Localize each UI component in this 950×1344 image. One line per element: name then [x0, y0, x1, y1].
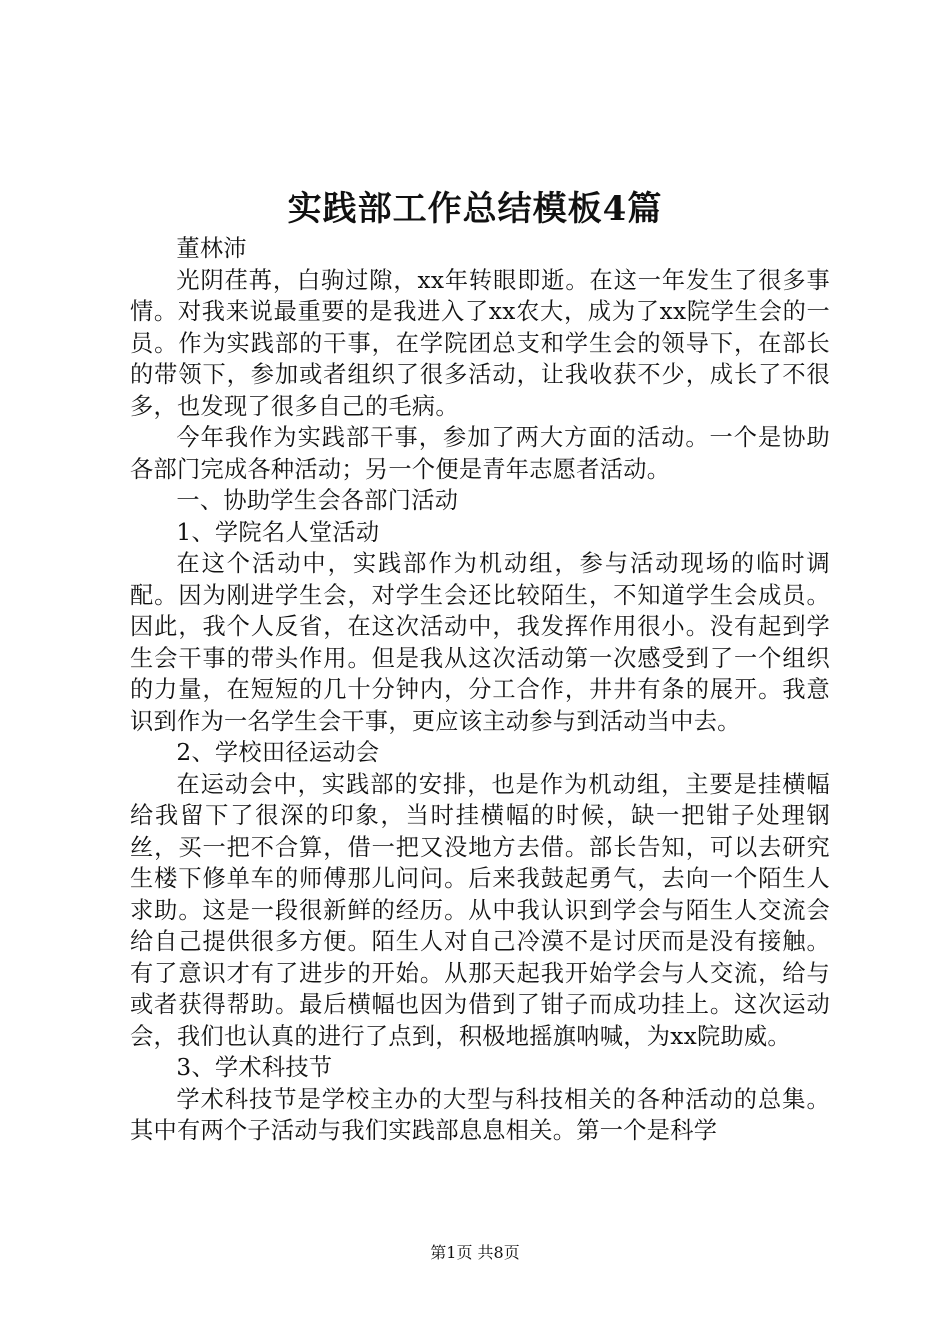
- body-paragraph: 学术科技节是学校主办的大型与科技相关的各种活动的总集。其中有两个子活动与我们实践部息息相关。第一个是科学: [130, 1085, 830, 1144]
- body-paragraph: 光阴荏苒，白驹过隙，xx年转眼即逝。在这一年发生了很多事情。对我来说最重要的是我进入了xx农大，成为了xx院学生会的一员。作为实践部的干事，在学院团总支和学生会的领导下，在部长的带领下，参加或者组织了很多活动，让我收获不少，成长了不很多，也发现了很多自己的毛病。: [130, 266, 830, 420]
- page-footer: 第1页 共8页: [430, 1243, 520, 1262]
- subsection-heading: 2、学校田径运动会: [176, 739, 380, 766]
- body-paragraph: 在运动会中，实践部的安排，也是作为机动组，主要是挂横幅给我留下了很深的印象，当时挂横幅的时候，缺一把钳子处理钢丝，买一把不合算，借一把又没地方去借。部长告知，可以去研究生楼下修单车的师傅那儿问问。后来我鼓起勇气，去向一个陌生人求助。这是一段很新鲜的经历。从中我认识到学会与陌生人交流会给自己提供很多方便。陌生人对自己冷漠不是讨厌而是没有接触。有了意识才有了进步的开始。从那天起我开始学会与人交流，给与或者获得帮助。最后横幅也因为借到了钳子而成功挂上。这次运动会，我们也认真的进行了点到，积极地摇旗呐喊，为xx院助威。: [130, 770, 830, 1050]
- subsection-heading: 1、学院名人堂活动: [176, 518, 380, 546]
- document-title: 实践部工作总结模板4篇: [287, 189, 663, 229]
- author-line: 董林沛: [176, 235, 247, 262]
- body-paragraph: 今年我作为实践部干事，参加了两大方面的活动。一个是协助各部门完成各种活动；另一个便是青年志愿者活动。: [130, 424, 830, 483]
- document-body: [130, 233, 830, 1147]
- body-paragraph: 在这个活动中，实践部作为机动组，参与活动现场的临时调配。因为刚进学生会，对学生会还比较陌生，不知道学生会成员。因此，我个人反省，在这次活动中，我发挥作用很小。没有起到学生会干事的带头作用。但是我从这次活动第一次感受到了一个组织的力量，在短短的几十分钟内，分工合作，井井有条的展开。我意识到作为一名学生会干事，更应该主动参与到活动当中去。: [130, 550, 830, 735]
- subsection-heading: 3、学术科技节: [176, 1054, 333, 1081]
- section-heading: 一、协助学生会各部门活动: [176, 487, 459, 514]
